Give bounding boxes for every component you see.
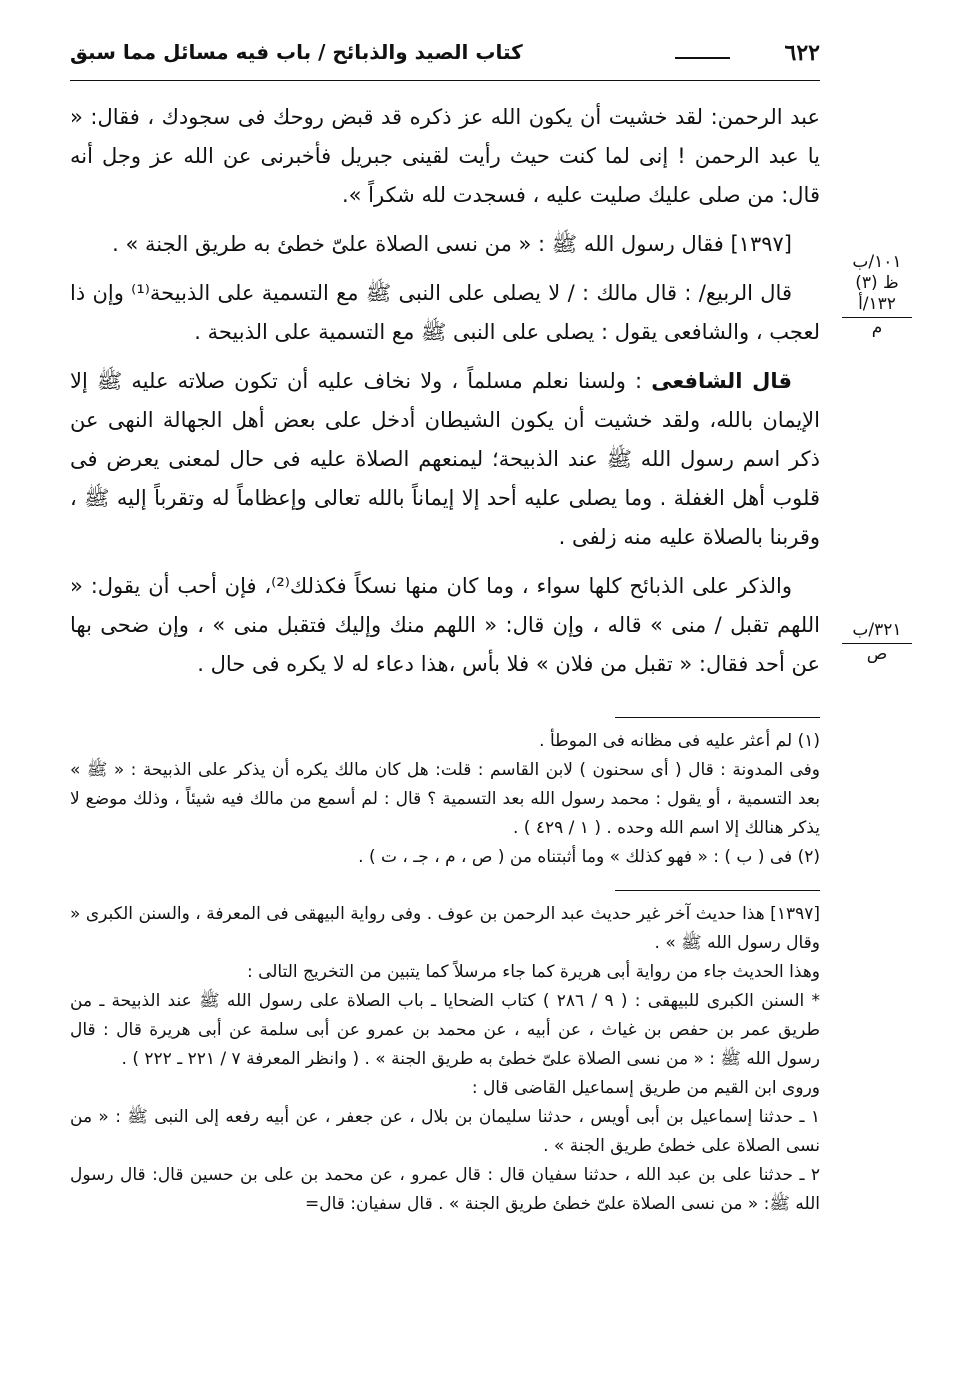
- takhrij-2: وهذا الحديث جاء من رواية أبى هريرة كما جاء مرسلاً كما يتبين من التخريج التالى :: [246, 962, 820, 982]
- footnote-rule: [615, 717, 820, 718]
- margin-note-1-line-4: م: [871, 318, 883, 338]
- paragraph-shafii: [70, 362, 820, 557]
- paragraph-dhikr: والذكر على الذبائح كلها سواء ، وما كان منها نسكاً فكذلك⁽²⁾، فإن أحب أن يقول: « اللهم تقبل / منى » قاله ، وإن قال: « اللهم منك وإليك فتقبل منى » ، وإن ضحى بها عن أحد فقال: « تقبل من فلان » فلا بأس ،هذا دعاء له لا يكره فى حال .: [70, 574, 820, 676]
- footnotes: [70, 727, 820, 872]
- footnote-1: (١) لم أعثر عليه فى مظانه فى الموطأ .: [539, 731, 820, 751]
- margin-note-1-line-3: ١٣٢/أ: [842, 294, 912, 318]
- paragraph-rabi: قال الربيع/ : قال مالك : / لا يصلى على النبى ﷺ مع التسمية على الذبيحة⁽¹⁾ وإن ذا لعجب ، والشافعى يقول : يصلى على النبى ﷺ مع التسمية على الذبيحة .: [70, 281, 820, 344]
- takhrij-6: ٢ ـ حدثنا على بن عبد الله ، حدثنا سفيان قال : قال عمرو ، عن محمد بن على بن حسين قال: قال رسول الله ﷺ: « من نسى الصلاة علىّ خطئ طريق الجنة » . قال سفيان: قال=: [70, 1165, 820, 1214]
- header-rule: [70, 80, 820, 81]
- running-title: كتاب الصيد والذبائح / باب فيه مسائل مما سبق: [70, 40, 523, 64]
- takhrij-4: وروى ابن القيم من طريق إسماعيل القاضى قال :: [471, 1078, 820, 1098]
- footnote-2: (٢) فى ( ب ) : « فهو كذلك » وما أثبتناه من ( ص ، م ، جـ ، ت ) .: [358, 847, 820, 867]
- takhrij-1: [١٣٩٧] هذا حديث آخر غير حديث عبد الرحمن بن عوف . وفى رواية البيهقى فى المعرفة ، والسنن الكبرى « وقال رسول الله ﷺ » .: [70, 904, 820, 953]
- paragraph-1: عبد الرحمن: لقد خشيت أن يكون الله عز ذكره قد قبض روحك فى سجودك ، فقال: « يا عبد الرحمن ! إنى لما كنت حيث رأيت لقينى جبريل فأخبرنى عن الله عز وجل أنه قال: من صلى عليك صليت عليه ، فسجدت لله شكراً ».: [70, 105, 820, 207]
- margin-note-1-line-2: ظ (٣): [855, 273, 899, 293]
- margin-note-2-line-1: ٣٢١/ب: [842, 620, 912, 644]
- shafii-text: : ولسنا نعلم مسلماً ، ولا نخاف عليه أن تكون صلاته عليه ﷺ إلا الإيمان بالله، ولقد خشيت أن يكون الشيطان أدخل على بعض أهل الجهالة النهى عن ذكر اسم رسول الله ﷺ عند الذبيحة؛ ليمنعهم الصلاة عليه فى حال لمعنى يعرض فى قلوب أهل الغفلة . وما يصلى عليه أحد إلا إيماناً بالله تعالى وإعظاماً له وتقرباً إليه ﷺ ، وقربنا بالصلاة عليه منه زلفى .: [70, 369, 820, 549]
- margin-note-1-line-1: ١٠١/ب: [852, 252, 902, 272]
- margin-note-2: [842, 620, 912, 665]
- page-header: [70, 40, 820, 76]
- page-number: ٦٢٢: [784, 40, 820, 66]
- shafii-lead: قال الشافعى: [651, 369, 792, 393]
- takhrij-rule: [615, 890, 820, 891]
- takhrij-5: ١ ـ حدثنا إسماعيل بن أبى أويس ، حدثنا سليمان بن بلال ، عن جعفر ، عن أبيه رفعه إلى النبى ﷺ : « من نسى الصلاة على خطئ طريق الجنة » .: [70, 1107, 820, 1156]
- main-text: [70, 98, 820, 684]
- takhrij-section: [70, 900, 820, 1219]
- paragraph-hadith-1397: [١٣٩٧] فقال رسول الله ﷺ : « من نسى الصلاة علىّ خطئ به طريق الجنة » .: [112, 232, 792, 256]
- takhrij-3: * السنن الكبرى للبيهقى : ( ٩ / ٢٨٦ ) كتاب الضحايا ـ باب الصلاة على رسول الله ﷺ عند الذبيحة ـ من طريق عمر بن حفص بن غياث ، عن أبيه ، عن محمد بن عمرو عن أبى سلمة عن أبى هريرة قال : قال رسول الله ﷺ : « من نسى الصلاة علىّ خطئ به طريق الجنة » . ( وانظر المعرفة ٧ / ٢٢١ ـ ٢٢٢ ) .: [70, 991, 820, 1069]
- footnote-1-detail: وفى المدونة : قال ( أى سحنون ) لابن القاسم : قلت: هل كان مالك يكره أن يذكر على الذبيحة : « ﷺ » بعد التسمية ، أو يقول : محمد رسول الله بعد التسمية ؟ قال : لم أسمع من مالك فيه شيئاً ، وذلك موضع لا يذكر هنالك إلا اسم الله وحده . ( ١ / ٤٢٩ ) .: [70, 760, 820, 838]
- header-dash: [675, 57, 730, 59]
- margin-note-1: [842, 252, 912, 339]
- margin-note-2-line-2: ص: [866, 644, 888, 664]
